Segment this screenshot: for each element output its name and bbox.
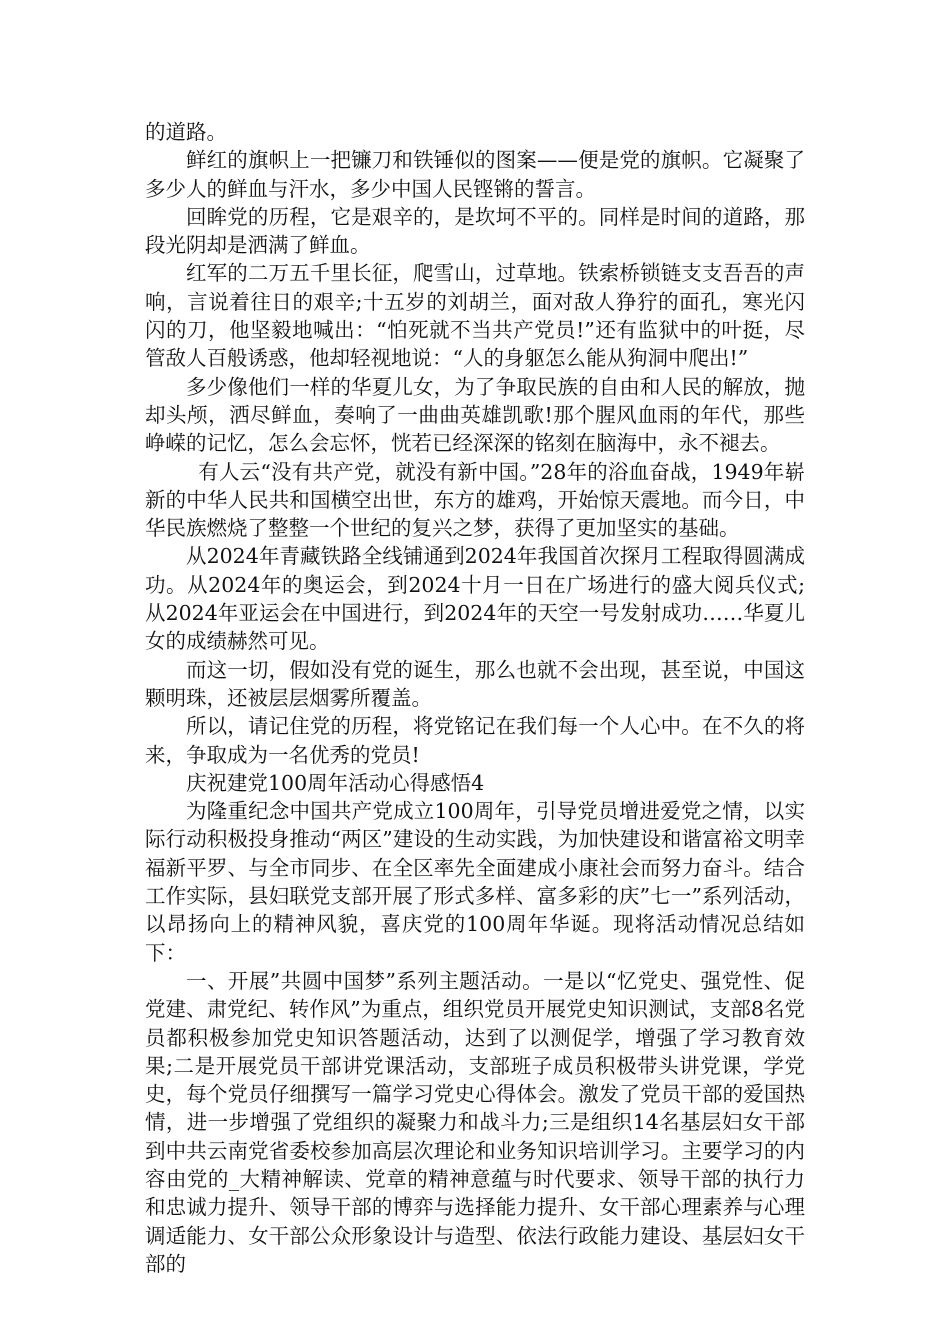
paragraph-remember: 所以，请记住党的历程，将党铭记在我们每一个人心中。在不久的将来，争取成为一名优秀的党员! [145,714,805,767]
paragraph-reflection: 而这一切，假如没有党的诞生，那么也就不会出现，甚至说，中国这颗明珠，还被层层烟雾所覆盖。 [145,657,805,710]
paragraph-activity-one: 一、开展”共圆中国梦”系列主题活动。一是以“忆党史、强党性、促党建、肃党纪、转作风”为重点，组织党员开展党史知识测试，支部8名党员都积极参加党史知识答题活动，达到了以测促学，增强了学习教育效果;二是开展党员干部讲党课活动，支部班子成员积极带头讲党课，学党史，每个党员仔细撰写一篇学习党史心得体会。激发了党员干部的爱国热情，进一步增强了党组织的凝聚力和战斗力;三是组织14名基层妇女干部到中共云南党省委校参加高层次理论和业务知识培训学习。主要学习的内容由党的_大精神解读、党章的精神意蕴与时代要求、领导干部的执行力和忠诚力提升、领导干部的博弈与选择能力提升、女干部心理素养与心理调适能力、女干部公众形象设计与造型、依法行政能力建设、基层妇女干部的 [145,968,805,1276]
paragraph-long-march: 红军的二万五千里长征，爬雪山，过草地。铁索桥锁链支支吾吾的声响，言说着往日的艰辛;十五岁的刘胡兰，面对敌人狰狞的面孔，寒光闪闪的刀，他坚毅地喊出：“怕死就不当共产党员!”还有监狱中的叶挺，尽管敌人百般诱惑，他却轻视地说：“人的身躯怎么能从狗洞中爬出!” [145,261,805,371]
paragraph-history: 回眸党的历程，它是艰辛的，是坎坷不平的。同样是时间的道路，那段光阴却是洒满了鲜血。 [145,204,805,258]
paragraph-flag: 鲜红的旗帜上一把镰刀和铁锤似的图案——便是党的旗帜。它凝聚了多少人的鲜血与汗水，多少中国人民铿锵的誓言。 [145,148,805,201]
document-body [145,118,805,1278]
paragraph-achievements: 从2024年青藏铁路全线铺通到2024年我国首次探月工程取得圆满成功。从2024年的奥运会，到2024十月一日在广场进行的盛大阅兵仪式;从2024年亚运会在中国进行，到2024年的天空一号发射成功……华夏儿女的成绩赫然可见。 [145,544,805,654]
paragraph-intro: 为隆重纪念中国共产党成立100周年，引导党员增进爱党之情，以实际行动积极投身推动“两区”建设的生动实践，为加快建设和谐富裕文明幸福新平罗、与全市同步、在全区率先全面建成小康社会而努力奋斗。结合工作实际，县妇联党支部开展了形式多样、富多彩的庆”七一”系列活动，以昂扬向上的精神风貌，喜庆党的100周年华诞。现将活动情况总结如下： [145,799,805,965]
paragraph-heroes: 多少像他们一样的华夏儿女，为了争取民族的自由和人民的解放，抛却头颅，洒尽鲜血，奏响了一曲曲英雄凯歌!那个腥风血雨的年代，那些峥嵘的记忆，怎么会忘怀，恍若已经深深的铭刻在脑海中，永不褪去。 [145,374,805,456]
paragraph-new-china: 有人云“没有共产党，就没有新中国。”28年的浴血奋战，1949年崭新的中华人民共和国横空出世，东方的雄鸡，开始惊天震地。而今日，中华民族燃烧了整整一个世纪的复兴之梦，获得了更加坚实的基础。 [145,459,805,541]
paragraph-continuation: 的道路。 [145,120,227,144]
section-heading: 庆祝建党100周年活动心得感悟4 [186,770,485,795]
